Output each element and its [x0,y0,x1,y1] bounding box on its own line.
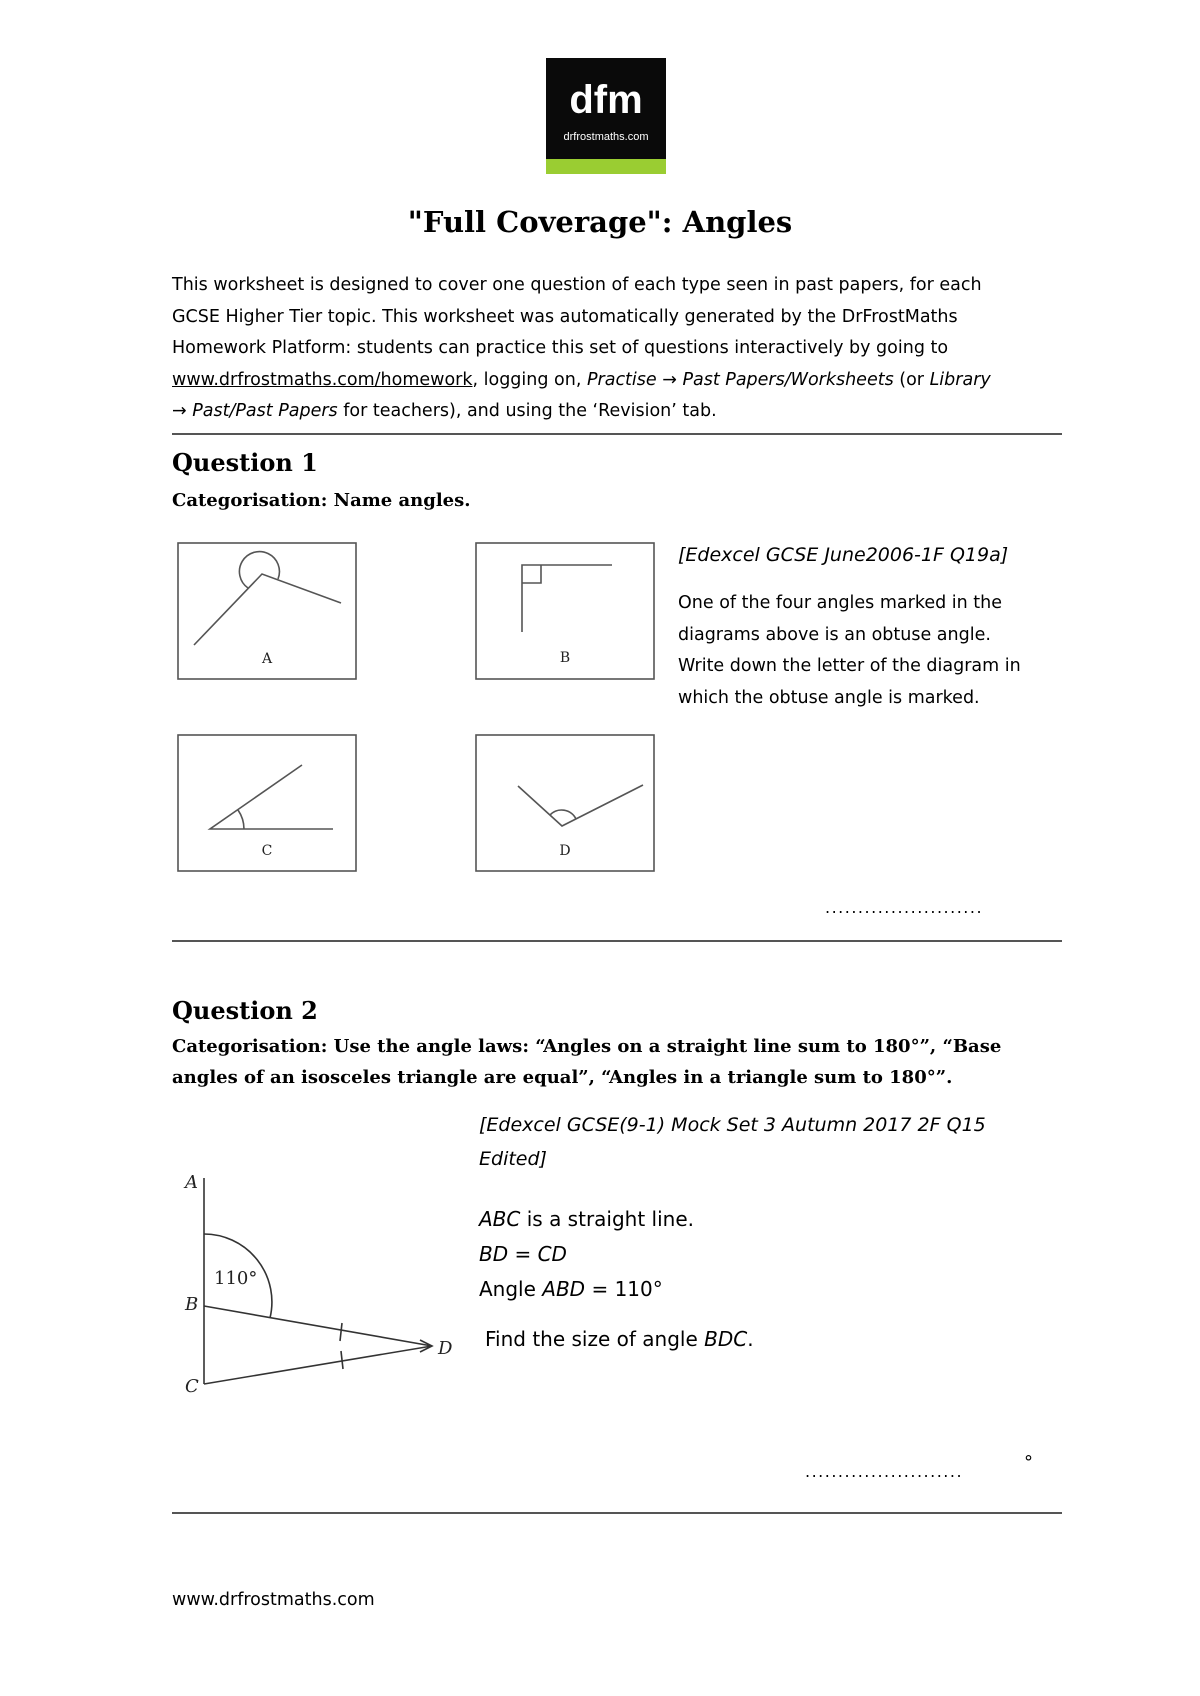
intro-after-link: , logging on, [472,369,587,390]
intro-line-5 [172,396,1072,428]
q2-angle-value: = 110° [585,1277,663,1301]
logo-accent-bar [546,159,666,174]
diagram-a-reflex-arc [239,552,279,588]
intro-line-3: Homework Platform: students can practice this set of questions interactively by going to [172,338,949,358]
intro-tail: for teachers), and using the ‘Revision’ tab. [337,401,717,421]
diagram-a-angle-lines [194,574,341,645]
q2-angle-name: ABD [542,1277,586,1301]
logo-text: dfm [569,78,643,122]
q2-find-angle-name: BDC [704,1327,748,1351]
question-1-text: One of the four angles marked in the diagrams above is an obtuse angle. Write down the letter of the diagram in which the obtuse angle is marked. [678,593,1021,708]
tick-mark-bd [340,1323,342,1341]
intro-past-papers-path: → Past/Past Papers [172,401,338,421]
dfm-logo [546,58,666,174]
question-2-source: [Edexcel GCSE(9-1) Mock Set 3 Autumn 2017 2F Q15 Edited] [479,1114,986,1170]
diagram-b-right-angle-mark [522,565,541,583]
intro-practise-path: Practise → Past Papers/Worksheets [586,369,894,390]
q2-find-suffix: . [747,1327,754,1351]
diagram-d-angle-lines [518,785,643,826]
label-d: D [438,1338,453,1359]
diagram-c-angle-arc [238,810,244,829]
intro-line-1: This worksheet is designed to cover one question of each type seen in past papers, for each [172,275,982,295]
question-1-categorisation: Categorisation: Name angles. [172,490,471,511]
question-2-heading: Question 2 [172,996,318,1025]
q1-angle-diagrams [170,535,660,875]
divider [172,433,1062,435]
intro-library: Library [929,369,991,390]
question-1-heading: Question 1 [172,448,318,477]
page-title: "Full Coverage": Angles [407,205,793,239]
diagram-label-a: A [261,651,273,667]
q2-abc-rest: is a straight line. [520,1207,694,1231]
label-a: A [185,1172,198,1193]
footer-url: www.drfrostmaths.com [172,1590,375,1610]
label-b: B [185,1294,199,1315]
logo-subtext: drfrostmaths.com [563,131,649,143]
divider [172,940,1062,942]
q2-abc-name: ABC [479,1207,521,1231]
intro-line-2: GCSE Higher Tier topic. This worksheet was automatically generated by the DrFrostMaths [172,306,958,327]
homework-link[interactable]: www.drfrostmaths.com/homework [172,369,473,390]
question-1-source: [Edexcel GCSE June2006-1F Q19a] [678,544,1009,566]
q2-triangle-diagram [170,1160,470,1400]
question-2-categorisation [172,1031,1062,1093]
angle-label-110: 110° [214,1268,258,1289]
diagram-c-angle-lines [210,765,333,829]
q2-bd-cd [479,1237,754,1272]
categorisation-line-1: Categorisation: Use the angle laws: “Angles on a straight line sum to 180°”, “Base [172,1036,1002,1057]
intro-line-4 [172,365,1072,397]
diagram-label-d: D [559,843,571,859]
q2-angle-abd [479,1272,754,1307]
diagram-label-b: B [559,650,571,666]
question-2-answer-line[interactable]: ........................ [805,1462,964,1481]
diagram-label-c: C [261,843,273,859]
tick-mark-cd [341,1351,343,1369]
question-2-degree-unit: ° [1024,1452,1033,1473]
intro-paragraph [172,270,1072,428]
q2-bd-cd-text: BD = CD [479,1242,567,1266]
diagram-b-angle-lines [522,565,612,632]
label-c: C [185,1376,199,1397]
q2-find-angle [485,1322,754,1357]
triangle-bdc-sides [204,1306,432,1384]
q2-line-abc [479,1202,754,1237]
categorisation-line-2: angles of an isosceles triangle are equal”, “Angles in a triangle sum to 180°”. [172,1067,953,1088]
question-2-body [479,1202,754,1357]
q2-angle-prefix: Angle [479,1277,543,1301]
divider [172,1512,1062,1514]
intro-or: (or [893,369,930,390]
question-1-answer-line[interactable]: ........................ [825,898,984,917]
q2-find-prefix: Find the size of angle [485,1327,705,1351]
